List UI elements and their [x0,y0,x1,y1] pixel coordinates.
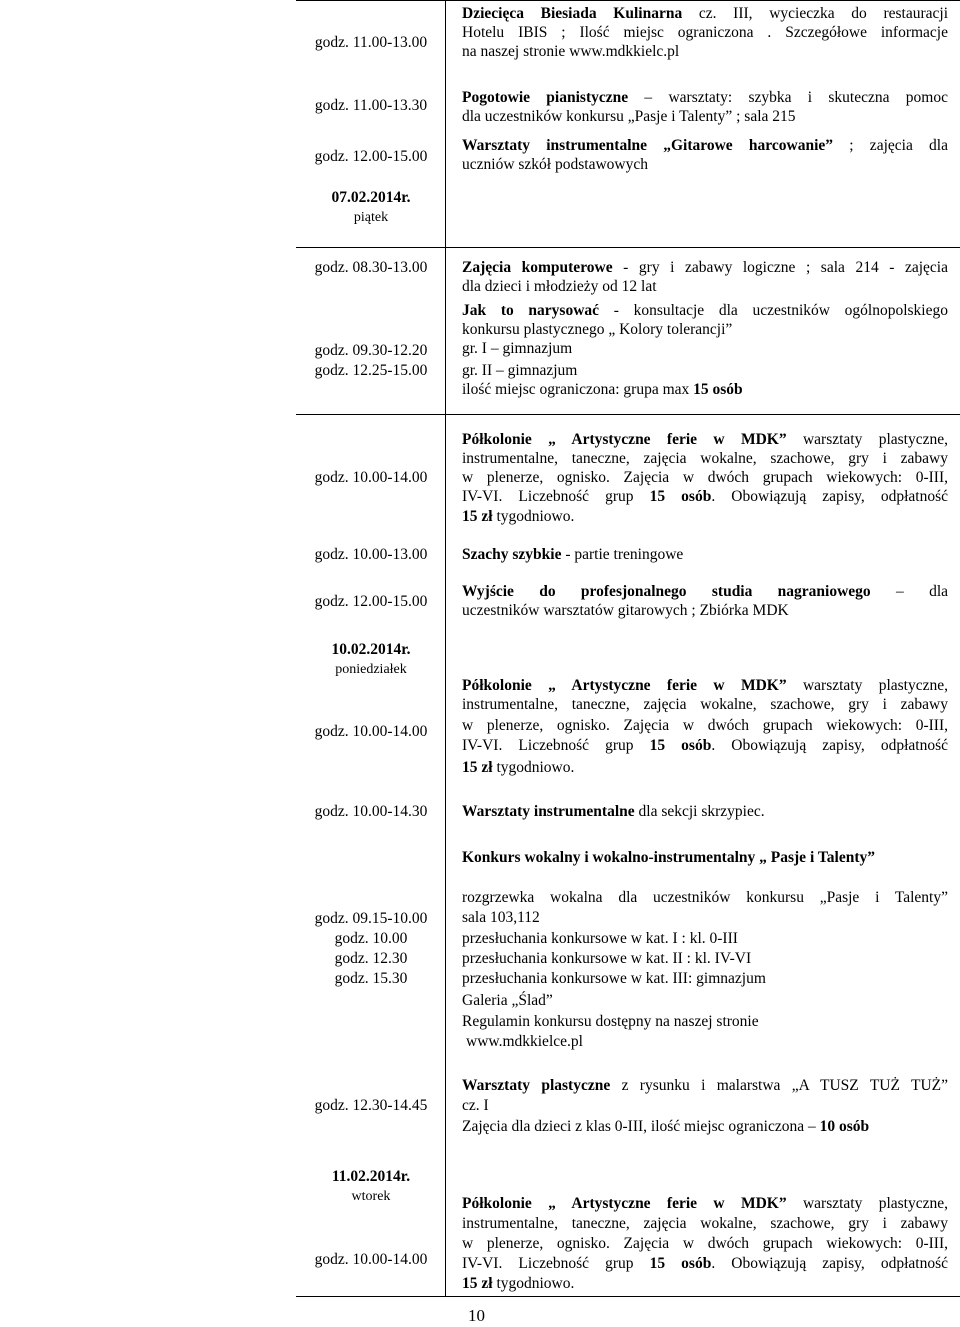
event-line: przesłuchania konkursowe w kat. III: gimnazjum [462,970,766,987]
event-line: instrumentalne, taneczne, zajęcia wokalne, szachowe, gry i zabawy [462,696,948,713]
day-label: poniedziałek [335,662,407,677]
day-label: wtorek [351,1189,391,1204]
page-number: 10 [468,1306,485,1325]
time-label: godz. 12.00-15.00 [314,148,428,165]
event-line: Dziecięca Biesiada Kulinarna cz. III, wycieczka do restauracji [462,5,948,22]
row-divider [296,247,960,248]
time-label: godz. 10.00-14.00 [314,723,428,740]
event-line: sala 103,112 [462,909,540,926]
event-line: przesłuchania konkursowe w kat. II : kl. IV-VI [462,950,752,967]
event-line: IV-VI. Liczebność grup 15 osób. Obowiązują zapisy, odpłatność [462,1255,949,1272]
event-line: na naszej stronie www.mdkkielc.pl [462,43,680,60]
event-line: 15 zł tygodniowo. [462,759,575,776]
event-line: instrumentalne, taneczne, zajęcia wokalne, szachowe, gry i zabawy [462,450,948,467]
event-line: IV-VI. Liczebność grup 15 osób. Obowiązują zapisy, odpłatność [462,488,949,505]
event-line: Warsztaty instrumentalne dla sekcji skrzypiec. [462,803,765,820]
event-line: Półkolonie „ Artystyczne ferie w MDK” warsztaty plastyczne, [462,431,948,448]
time-label: godz. 12.30-14.45 [314,1097,428,1114]
time-label: godz. 10.00-14.00 [314,469,428,486]
event-line: Galeria „Ślad” [462,992,553,1009]
event-line: 15 zł tygodniowo. [462,508,575,525]
event-line: uczniów szkół podstawowych [462,156,648,173]
time-label: godz. 10.00 [334,930,408,947]
event-line: www.mdkkielce.pl [466,1033,583,1050]
event-line: cz. I [462,1097,489,1114]
event-line: uczestników warsztatów gitarowych ; Zbiórka MDK [462,602,789,619]
event-line: instrumentalne, taneczne, zajęcia wokalne, szachowe, gry i zabawy [462,1215,948,1232]
time-label: godz. 12.00-15.00 [314,593,428,610]
time-label: godz. 15.30 [334,970,408,987]
event-line: w plenerze, ognisko. Zajęcia w dwóch grupach wiekowych: 0-III, [462,717,948,734]
event-line: Zajęcia komputerowe - gry i zabawy logiczne ; sala 214 - zajęcia [462,259,948,276]
time-label: godz. 08.30-13.00 [314,259,428,276]
date-label: 11.02.2014r. [331,1168,411,1185]
event-line: dla uczestników konkursu „Pasje i Talenty” ; sala 215 [462,108,796,125]
event-line: Półkolonie „ Artystyczne ferie w MDK” warsztaty plastyczne, [462,677,948,694]
date-label: 07.02.2014r. [331,189,411,206]
row-divider [296,0,960,1]
event-line: IV-VI. Liczebność grup 15 osób. Obowiązują zapisy, odpłatność [462,737,949,754]
event-line: Warsztaty plastyczne z rysunku i malarstwa „A TUSZ TUŻ TUŻ” [462,1077,949,1094]
event-line: w plenerze, ognisko. Zajęcia w dwóch grupach wiekowych: 0-III, [462,1235,948,1252]
event-line: rozgrzewka wokalna dla uczestników konkursu „Pasje i Talenty” [462,889,948,906]
event-line: Szachy szybkie - partie treningowe [462,546,684,563]
event-line: ilość miejsc ograniczona: grupa max 15 osób [462,381,743,398]
event-line: gr. II – gimnazjum [462,362,578,379]
time-label: godz. 11.00-13.30 [314,97,428,114]
time-label: godz. 10.00-14.30 [314,803,428,820]
event-line: przesłuchania konkursowe w kat. I : kl. 0-III [462,930,738,947]
row-divider [296,1296,960,1297]
event-line: Warsztaty instrumentalne „Gitarowe harcowanie” ; zajęcia dla [462,137,948,154]
time-label: godz. 12.30 [334,950,408,967]
time-label: godz. 09.30-12.20 [314,342,428,359]
time-label: godz. 11.00-13.00 [314,34,428,51]
event-line: gr. I – gimnazjum [462,340,573,357]
event-line: konkursu plastycznego „ Kolory tolerancji” [462,321,733,338]
day-label: piątek [353,210,389,225]
section-heading: Konkurs wokalny i wokalno-instrumentalny „ Pasje i Talenty” [462,849,875,866]
date-label: 10.02.2014r. [331,641,411,658]
time-label: godz. 12.25-15.00 [314,362,428,379]
event-line: Jak to narysować - konsultacje dla uczestników ogólnopolskiego [462,302,948,319]
row-divider [296,414,960,415]
time-label: godz. 10.00-13.00 [314,546,428,563]
time-label: godz. 09.15-10.00 [314,910,428,927]
event-line: Wyjście do profesjonalnego studia nagraniowego – dla [462,583,948,600]
event-line: Hotelu IBIS ; Ilość miejsc ograniczona . Szczegółowe informacje [462,24,948,41]
event-line: 15 zł tygodniowo. [462,1275,575,1292]
time-label: godz. 10.00-14.00 [314,1251,428,1268]
event-line: dla dzieci i młodzieży od 12 lat [462,278,657,295]
event-line: Regulamin konkursu dostępny na naszej stronie [462,1013,759,1030]
event-line: w plenerze, ognisko. Zajęcia w dwóch grupach wiekowych: 0-III, [462,469,948,486]
event-line: Półkolonie „ Artystyczne ferie w MDK” warsztaty plastyczne, [462,1195,948,1212]
event-line: Zajęcia dla dzieci z klas 0-III, ilość miejsc ograniczona – 10 osób [462,1118,870,1135]
event-line: Pogotowie pianistyczne – warsztaty: szybka i skuteczna pomoc [462,89,948,106]
